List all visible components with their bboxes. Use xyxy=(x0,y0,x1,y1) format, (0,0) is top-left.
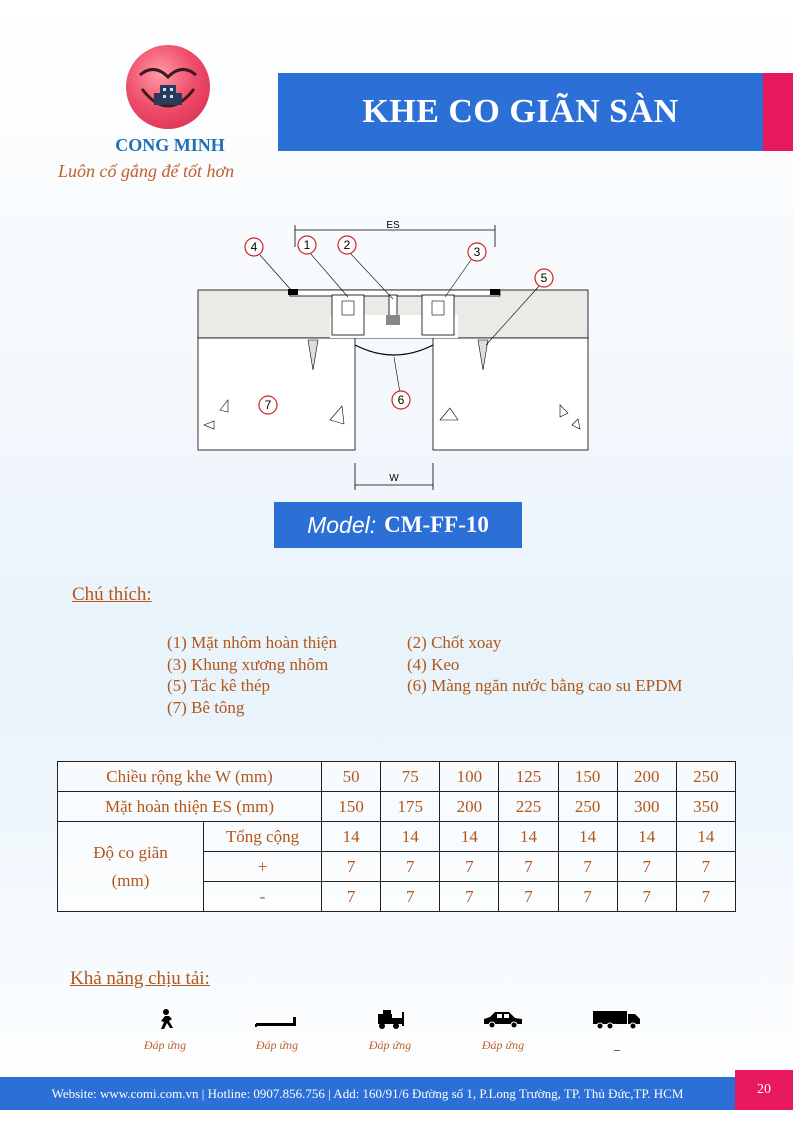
cell: 14 xyxy=(676,822,735,852)
table-row xyxy=(58,792,736,822)
movement-label-line2: (mm) xyxy=(111,870,150,890)
table-row xyxy=(58,762,736,792)
cell: 14 xyxy=(558,822,617,852)
row-label: - xyxy=(204,882,322,912)
cell: 50 xyxy=(322,762,381,792)
load-item-forklift xyxy=(345,1008,435,1053)
load-heading: Khả năng chịu tải: xyxy=(70,968,210,989)
cell: 14 xyxy=(381,822,440,852)
title-accent xyxy=(763,73,793,151)
cell: 150 xyxy=(558,762,617,792)
cell: 75 xyxy=(381,762,440,792)
load-status: Đáp ứng xyxy=(368,1038,412,1052)
cell: 225 xyxy=(499,792,558,822)
brand-slogan: Luôn cố gắng để tốt hơn xyxy=(58,161,235,181)
cell: 250 xyxy=(558,792,617,822)
cell: 7 xyxy=(676,852,735,882)
legend-item: (2) Chốt xoay xyxy=(407,633,502,652)
callout-1 xyxy=(298,236,316,254)
row-label: Tổng cộng xyxy=(204,822,322,852)
cell: 150 xyxy=(322,792,381,822)
logo-emblem xyxy=(126,45,210,129)
truck-icon xyxy=(591,1008,643,1030)
page-title: KHE CO GIÃN SÀN xyxy=(278,73,763,151)
legend-item: (7) Bê tông xyxy=(167,697,245,717)
brand-name: CONG MINH xyxy=(115,135,225,155)
cell: 100 xyxy=(440,762,499,792)
cell: 7 xyxy=(617,852,676,882)
cell: 200 xyxy=(440,792,499,822)
table-row xyxy=(58,822,736,852)
expansion-joint-drawing xyxy=(190,215,600,500)
cell: 300 xyxy=(617,792,676,822)
cell: 7 xyxy=(440,882,499,912)
load-status: Đáp ứng xyxy=(481,1038,525,1052)
cell: 250 xyxy=(676,762,735,792)
legend-list xyxy=(167,632,683,718)
callout-3 xyxy=(468,243,486,261)
load-status: _ xyxy=(614,1038,620,1052)
load-item-car xyxy=(458,1008,548,1053)
model-badge xyxy=(274,502,522,548)
legend-item: (3) Khung xương nhôm xyxy=(167,654,329,674)
load-item-trolley xyxy=(232,1008,322,1053)
cell: 200 xyxy=(617,762,676,792)
cell: 7 xyxy=(558,852,617,882)
cell: 7 xyxy=(676,882,735,912)
svg-text:2: 2 xyxy=(343,238,351,252)
legend-item: (1) Mặt nhôm hoàn thiện xyxy=(167,633,337,652)
movement-label-line1: Độ co giãn xyxy=(93,842,168,862)
cell: 7 xyxy=(499,882,558,912)
cell: 7 xyxy=(617,882,676,912)
load-item-truck xyxy=(572,1008,662,1053)
cell: 7 xyxy=(499,852,558,882)
row-label: Mặt hoàn thiện ES (mm) xyxy=(58,792,322,822)
cell: 175 xyxy=(381,792,440,822)
legend-item: (4) Keo xyxy=(407,654,460,674)
building-icon xyxy=(126,45,210,129)
trolley-icon xyxy=(252,1008,302,1030)
cell: 350 xyxy=(676,792,735,822)
model-label: Model: xyxy=(307,511,377,538)
cell: 7 xyxy=(440,852,499,882)
callout-4 xyxy=(245,238,263,256)
load-status: Đáp ứng xyxy=(255,1038,299,1052)
cell: 14 xyxy=(440,822,499,852)
callout-2 xyxy=(338,236,356,254)
footer-contact: Website: www.comi.com.vn | Hotline: 0907.856.756 | Add: 160/91/6 Đường số 1, P.Long Trường, TP. Thủ Đức,TP. HCM xyxy=(0,1077,735,1110)
svg-text:4: 4 xyxy=(250,240,258,254)
cell: 14 xyxy=(617,822,676,852)
cell: 14 xyxy=(322,822,381,852)
svg-text:5: 5 xyxy=(540,271,548,285)
legend-item: (5) Tắc kê thép xyxy=(167,676,271,695)
load-capacity-list xyxy=(120,1008,660,1063)
pedestrian-icon xyxy=(145,1008,185,1030)
cell: 7 xyxy=(381,852,440,882)
cell: 14 xyxy=(499,822,558,852)
model-value: CM-FF-10 xyxy=(384,512,489,537)
svg-text:3: 3 xyxy=(473,245,481,259)
cell: 7 xyxy=(322,852,381,882)
svg-text:6: 6 xyxy=(397,393,405,407)
cell: 7 xyxy=(322,882,381,912)
cell: 7 xyxy=(381,882,440,912)
load-status: Đáp ứng xyxy=(143,1038,187,1052)
row-label: Chiều rộng khe W (mm) xyxy=(58,762,322,792)
spec-table xyxy=(57,761,736,912)
forklift-icon xyxy=(370,1008,410,1030)
movement-label xyxy=(58,822,204,912)
load-item-pedestrian xyxy=(120,1008,210,1053)
row-label: + xyxy=(204,852,322,882)
w-label: W xyxy=(389,473,399,484)
callout-5 xyxy=(535,269,553,287)
cell: 7 xyxy=(558,882,617,912)
page-number: 20 xyxy=(735,1070,793,1110)
es-label: ES xyxy=(386,220,400,231)
svg-text:7: 7 xyxy=(264,398,272,412)
cell: 125 xyxy=(499,762,558,792)
svg-text:1: 1 xyxy=(303,238,311,252)
legend-item: (6) Màng ngăn nước bằng cao su EPDM xyxy=(407,676,683,695)
callout-6 xyxy=(392,391,410,409)
car-icon xyxy=(481,1008,525,1030)
legend-heading: Chú thích: xyxy=(72,584,152,605)
callout-7 xyxy=(259,396,277,414)
